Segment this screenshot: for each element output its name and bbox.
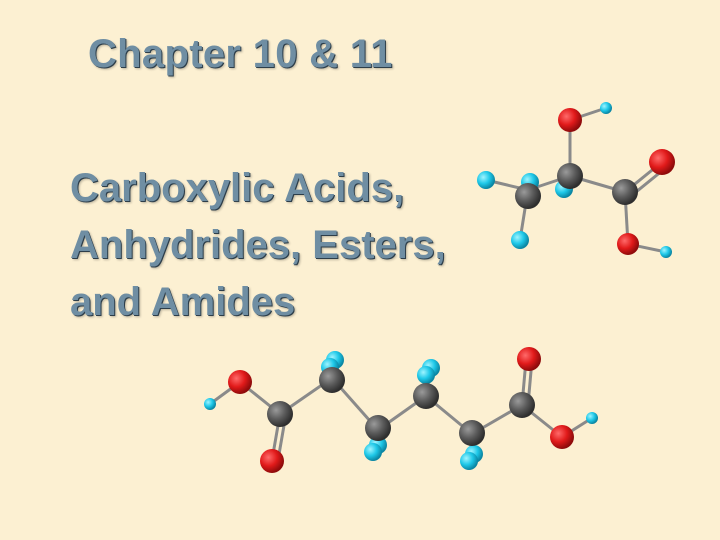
lower-molecule-bonds <box>210 360 592 460</box>
carbon-atom <box>509 392 535 418</box>
oxygen-atom <box>228 370 252 394</box>
chapter-title: Chapter 10 & 11 <box>88 32 393 76</box>
hydrogen-atom <box>460 452 478 470</box>
hydrogen-atom <box>660 246 672 258</box>
carbon-atom <box>459 420 485 446</box>
carbon-atom <box>319 367 345 393</box>
hydrogen-atom <box>204 398 216 410</box>
oxygen-atom <box>550 425 574 449</box>
upper-molecule-atoms <box>477 102 675 258</box>
hydrogen-atom <box>600 102 612 114</box>
oxygen-atom <box>260 449 284 473</box>
hydrogen-atom <box>586 412 598 424</box>
hydrogen-atom <box>417 366 435 384</box>
title-line-1: Carboxylic Acids, <box>70 166 405 210</box>
carbon-atom <box>557 163 583 189</box>
lower-molecule-atoms <box>204 347 598 473</box>
oxygen-atom <box>517 347 541 371</box>
hydrogen-atom <box>511 231 529 249</box>
carbon-atom <box>515 183 541 209</box>
title-line-3: and Amides <box>70 280 296 324</box>
oxygen-atom <box>558 108 582 132</box>
carbon-atom <box>612 179 638 205</box>
oxygen-atom <box>649 149 675 175</box>
hydrogen-atom <box>477 171 495 189</box>
oxygen-atom <box>617 233 639 255</box>
title-line-2: Anhydrides, Esters, <box>70 223 446 267</box>
carbon-atom <box>267 401 293 427</box>
carbon-atom <box>365 415 391 441</box>
slide-title <box>70 160 446 331</box>
carbon-atom <box>413 383 439 409</box>
hydrogen-atom <box>364 443 382 461</box>
